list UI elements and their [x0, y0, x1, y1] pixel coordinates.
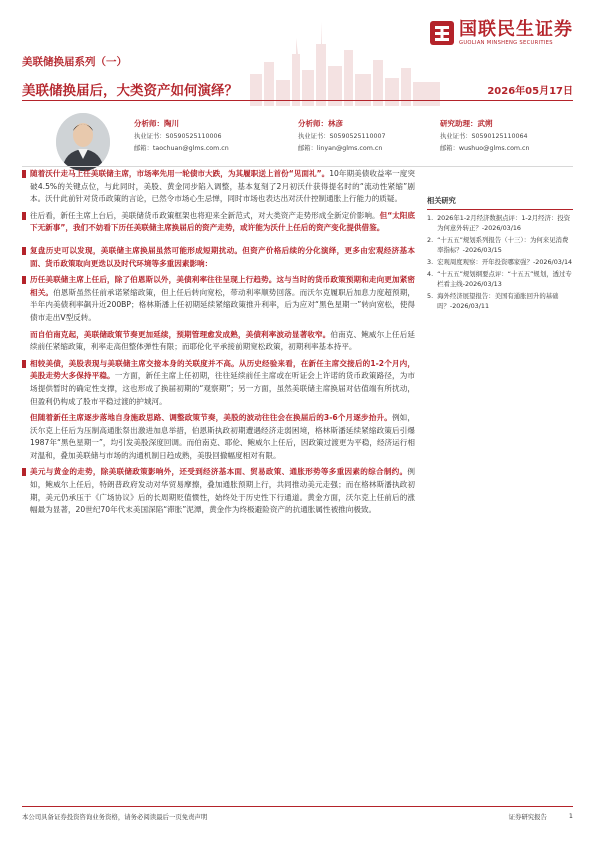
analyst-photo: [56, 113, 110, 171]
analyst-2: 分析师：林彦 执业证书：S0590525110007 邮箱：linyan@glms.com.cn: [298, 118, 386, 155]
analyst-cert: 执业证书：S0590125110064: [440, 133, 528, 140]
bullet-marker: [22, 247, 26, 255]
analyst-1: 分析师：陶川 执业证书：S0590525110006 邮箱：taochuan@glms.com.cn: [134, 118, 229, 155]
city-skyline-illustration: [250, 14, 440, 106]
item-link[interactable]: “十五五”规划纲要点评：“十五五”规划，透过专栏看主线-2026/03/13: [437, 269, 572, 289]
bullet-marker: [22, 212, 26, 220]
paragraph-text: 伯恩斯虽然任前承诺紧缩政策，但上任后转向宽松，带动利率顺势回落。而沃尔克履职后加息力度超预期，半年内美债利率飙升近200BP；格林斯潘上任初期延续紧缩政策推升利率，后为应对“黑色星期一”转向宽松，使得债市走出V型反转。: [30, 287, 415, 322]
report-series: 美联储换届系列（一）: [22, 56, 127, 68]
related-research-panel: [427, 196, 573, 313]
analyst-3: 研究助理：武朔 执业证书：S0590125110064 邮箱：wushuo@glms.com.cn: [440, 118, 530, 155]
bullet-marker: [22, 276, 26, 284]
paragraph-text: 往后看，新任主席上台后，美联储货币政策框架也将迎来全新范式，对大类资产走势形成全新定价影响。: [30, 210, 380, 220]
paragraph-highlight: 相较美债，美股表现与美联储主席交接本身的关联度并不高。从历史经验来看，在新任主席交接后的1-2个月内，美股走势大多保持平稳。: [30, 358, 415, 381]
paragraph-highlight: 但随着新任主席逐步落地自身施政思路、调整政策节奏，美股的波动往往会在换届后的3-6个月逐步抬升。: [30, 413, 392, 423]
related-research-item[interactable]: [427, 269, 573, 290]
analyst-cert: 执业证书：S0590525110006: [134, 133, 222, 140]
paragraph-text: 伯南克、鲍威尔上任后延续前任紧缩政策，利率走高但整体弹性有限；而耶伦化平承接前期宽松政策，初期利率基本持平。: [30, 329, 416, 352]
summary-paragraph: [22, 466, 415, 516]
summary-paragraph: [22, 412, 415, 462]
item-number: 4.: [427, 269, 434, 278]
item-number: 1.: [427, 213, 434, 222]
item-number: 5.: [427, 291, 434, 300]
brand-mark-icon: [429, 20, 455, 46]
paragraph-text: 例如，沃尔克上任后为压制高通胀祭出激进加息举措，伯恩斯执政初期遭遇经济走弱困境，格林斯潘延续紧缩政策后引爆1987年“黑色星期一”，均引发美股深度回调。而伯南克、耶伦、鲍威尔上任后，因政策过渡更为平稳，经济运行相对温和，叠加美联储与市场的沟通机制日趋成熟，美股回撤幅度相对有限。: [30, 413, 416, 460]
item-link[interactable]: “十五五”规划系列报告（十三）：为何来见消费率指标？-2026/03/15: [437, 235, 569, 255]
page-number: 1: [568, 812, 573, 820]
analyst-name: 陶川: [164, 119, 179, 128]
related-research-title: 相关研究: [427, 196, 573, 210]
analyst-role: 研究助理: [440, 119, 470, 128]
footer-divider: [22, 806, 573, 807]
summary-paragraph: [22, 210, 415, 235]
analyst-name: 武朔: [477, 119, 493, 128]
brand-name-cn: 国联民生证券: [459, 19, 573, 40]
item-number: 2.: [427, 235, 434, 244]
summary-paragraph: [22, 274, 415, 324]
paragraph-text: 10年期美债收益率一度突破4.5%的关键点位，与此同时，美股、黄金同步陷入调整，基本复刻了2月初沃什获得提名时的“流动性紧缩”剧本。沃什此前针对货币政策的言论，已然令市场心生忌惮，同时市场也表达出对沃什控制通胀上行能力的质疑。: [30, 169, 415, 204]
analyst-role: 分析师: [298, 119, 321, 128]
related-research-item[interactable]: [427, 235, 573, 256]
analyst-name: 林彦: [328, 119, 343, 128]
analyst-email[interactable]: 邮箱：linyan@glms.com.cn: [298, 145, 383, 152]
summary-paragraph: [22, 245, 415, 270]
footer-disclaimer: 本公司具备证券投资咨询业务资格，请务必阅读最后一页免责声明: [22, 813, 208, 821]
summary-paragraph: [22, 358, 415, 408]
related-research-item[interactable]: [427, 213, 573, 234]
related-research-item[interactable]: [427, 257, 573, 268]
paragraph-highlight: 而自伯南克起，美联储政策节奏更加延续，预期管理愈发成熟，美债利率波动显著收窄。: [30, 329, 331, 339]
header-divider: [22, 100, 573, 101]
report-body: [22, 168, 415, 517]
paragraph-highlight: 但“太阳底下无新事”，我们不妨看下历任美联储主席换届后的资产走势，或许能为沃什上任后的资产变化提供借鉴。: [30, 210, 416, 233]
report-title: 美联储换届后，大类资产如何演绎？: [22, 83, 238, 99]
brand-name-en: GUOLIAN MINSHENG SECURITIES: [459, 40, 553, 46]
summary-paragraph: [22, 168, 415, 206]
analyst-email[interactable]: 邮箱：taochuan@glms.com.cn: [134, 145, 229, 152]
item-link[interactable]: 2026年1-2月经济数据点评：1-2月经济：投资为何意外转正？-2026/03/16: [437, 213, 571, 233]
paragraph-highlight: 复盘历史可以发现，美联储主席换届虽然可能形成短期扰动。但资产价格后续的分化演绎，更多由宏观经济基本面、货币政策取向更迭以及时代环境等多重因素影响：: [30, 245, 415, 268]
bullet-marker: [22, 170, 26, 178]
footer-right: [509, 812, 573, 821]
analyst-divider: [22, 166, 573, 167]
bullet-marker: [22, 468, 26, 476]
analyst-cert: 执业证书：S0590525110007: [298, 133, 386, 140]
related-research-item[interactable]: [427, 291, 573, 312]
summary-paragraph: [22, 329, 415, 354]
paragraph-highlight: 随着沃什走马上任美联储主席，市场率先用一轮债市大跌，为其履职送上首份“见面礼”。: [30, 169, 330, 178]
item-link[interactable]: 宏观周度观察：开年投资哪家强？-2026/03/14: [437, 257, 573, 266]
item-link[interactable]: 海外经济展望报告：美国有通胀回升的基础吗？-2026/03/11: [437, 291, 559, 311]
report-date: 2026年05月17日: [487, 86, 573, 97]
paragraph-highlight: 历任美联储主席上任后，除了伯恩斯以外，美债利率往往呈现上行趋势。这与当时的货币政策预期和走向更加紧密相关。: [30, 275, 415, 297]
paragraph-highlight: 美元与黄金的走势，除美联储政策影响外，还受到经济基本面、贸易政策、通胀形势等多重因素的综合制约。: [30, 467, 408, 477]
footer-label: 证券研究报告: [508, 813, 547, 821]
analyst-role: 分析师: [134, 119, 157, 128]
bullet-marker: [22, 360, 26, 368]
item-number: 3.: [427, 257, 434, 266]
paragraph-text: 一方面，新任主席上任初期，往往延续前任主席或在听证会上许诺的货币政策路径，为市场提供暂时的确定性支撑，这也形成了换届初期的“观察期”；另一方面，虽然美联储主席换届对估值端有所扰动，但盈利仍构成了股市平稳过渡的护城河。: [30, 371, 416, 406]
paragraph-text: 例如，鲍威尔上任后，特朗普政府发动对华贸易摩擦，叠加通胀预期上行，共同推动美元走强；而在格林斯潘执政初期，美元仍承压于《广场协议》后的长周期贬值惯性，始终处于历史性下行通道。黄金方面，沃尔克上任前后的涨幅最为显著，20世纪70年代末美国深陷“滞胀”泥潭，黄金作为终极避险资产的抗通胀属性被推向极致。: [30, 467, 415, 515]
analyst-email[interactable]: 邮箱：wushuo@glms.com.cn: [440, 145, 530, 152]
brand-logo: [429, 20, 573, 46]
